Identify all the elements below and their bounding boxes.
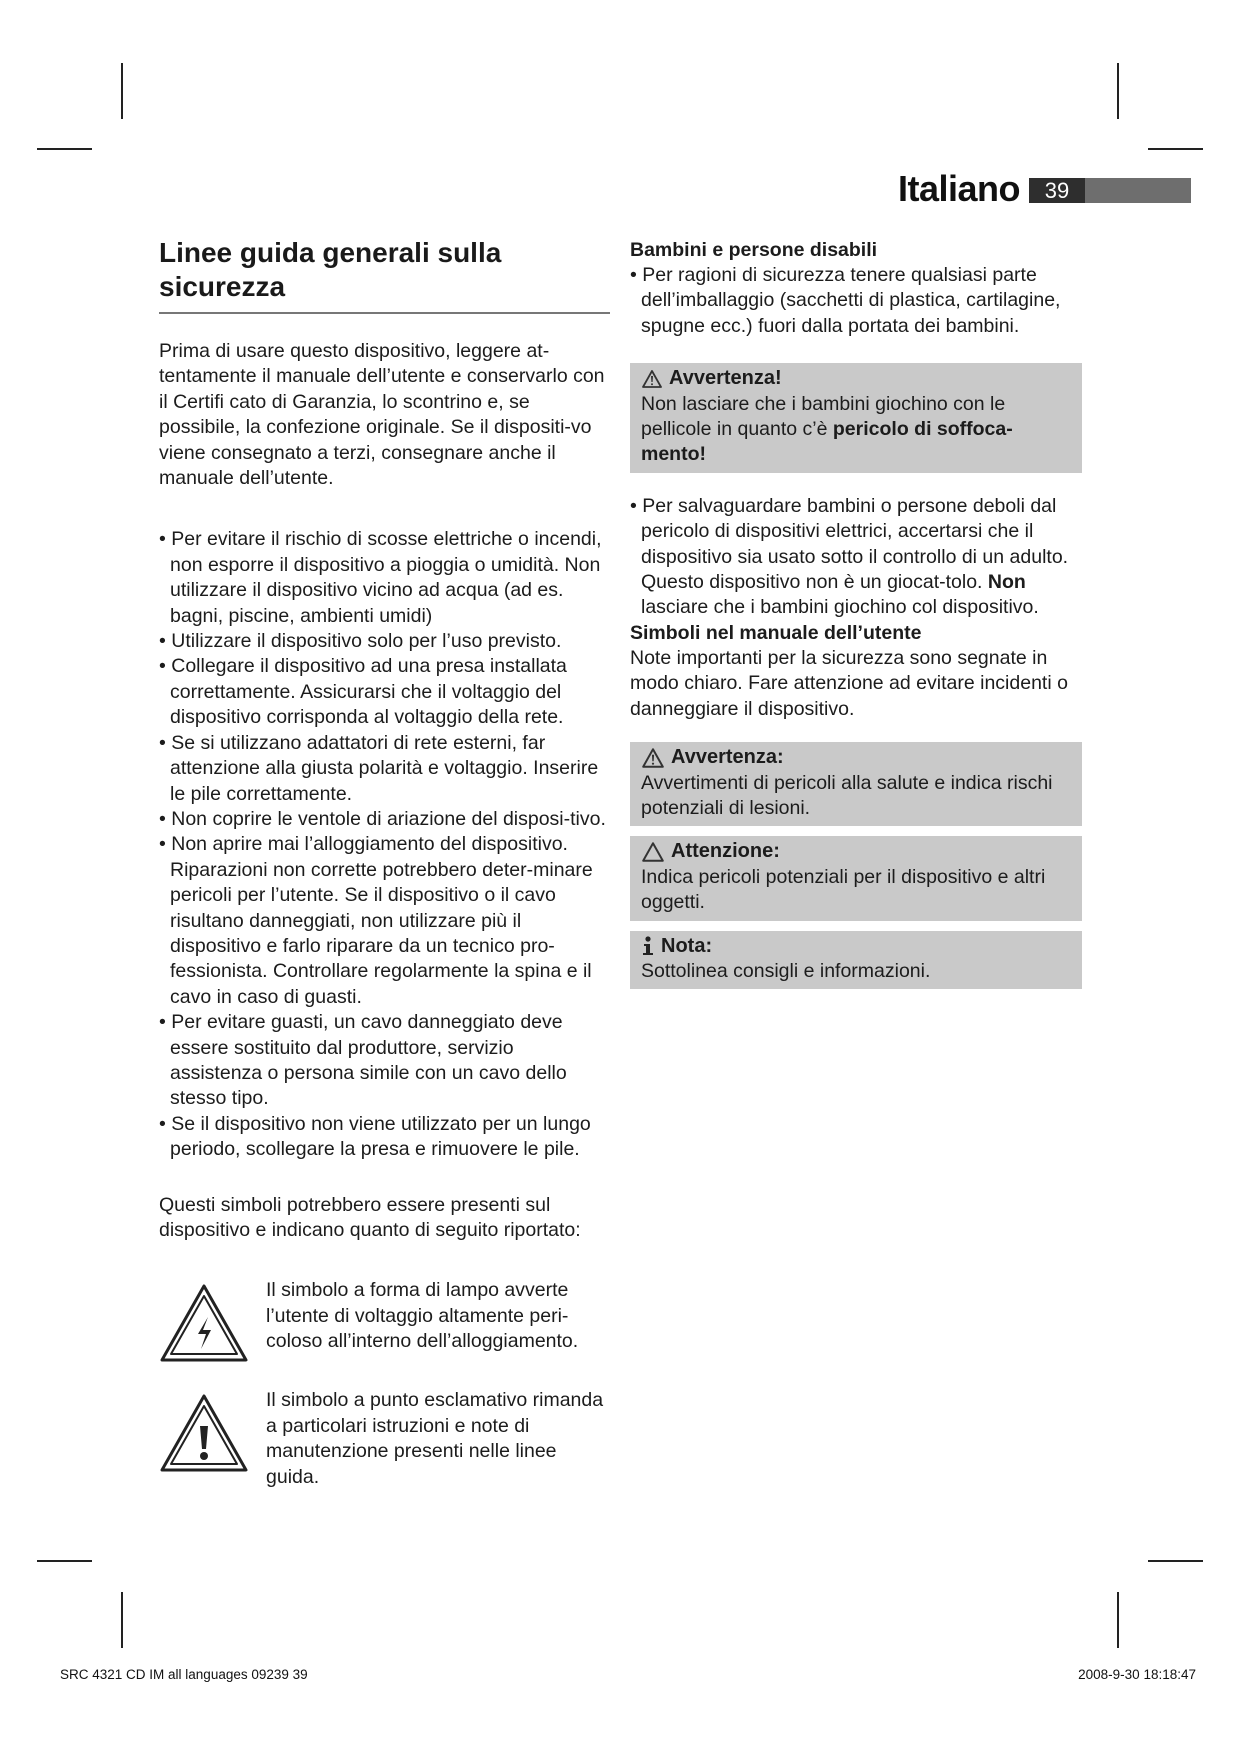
- info-icon: [641, 935, 655, 957]
- exclamation-warning-icon: [159, 1393, 249, 1473]
- crop-mark: [1117, 1592, 1119, 1648]
- protect-text-bold: Non: [987, 571, 1026, 594]
- caution-triangle-icon: [641, 841, 665, 863]
- list-item: • Per ragioni di sicurezza tenere qualsiasi parte dell’imballaggio (sacchetti di plastica, cartilagine, spugne ecc.) fuori dalla portata dei bambini.: [630, 263, 1082, 339]
- language-heading: Italiano: [897, 168, 1020, 209]
- warning-box: [630, 363, 1082, 473]
- crop-mark: [37, 148, 92, 150]
- warning-box-header: [641, 366, 1071, 391]
- left-column: [159, 236, 610, 1490]
- section-title: Linee guida generali sulla sicurezza: [159, 237, 502, 302]
- warning-triangle-icon: [641, 747, 665, 769]
- warning-text: [641, 392, 1071, 468]
- list-item: • Se il dispositivo non viene utilizzato per un lungo periodo, scollegare la presa e rimuovere le pile.: [159, 1112, 610, 1163]
- symbol-description: Il simbolo a forma di lampo avverte l’utente di voltaggio altamente peri-coloso all’interno dell’alloggiamento.: [266, 1279, 579, 1353]
- symbols-intro: Questi simboli potrebbero essere presenti sul dispositivo e indicano quanto di seguito riportato:: [159, 1193, 581, 1241]
- symbol-row-lightning: [159, 1278, 610, 1363]
- note-box: [630, 742, 1082, 826]
- note-box-header: [641, 745, 1071, 770]
- list-item: [630, 494, 1082, 621]
- symbol-description: Il simbolo a punto esclamativo rimanda a particolari istruzioni e note di manutenzione presenti nelle linee guida.: [266, 1389, 604, 1488]
- note-label: Nota:: [661, 934, 713, 957]
- crop-mark: [1117, 63, 1119, 119]
- list-item: • Per evitare il rischio di scosse elettriche o incendi, non esporre il dispositivo a pioggia o umidità. Non utilizzare il dispositivo vicino ad acqua (ad es. bagni, piscine, ambienti umidi): [159, 527, 610, 629]
- note-box: [630, 931, 1082, 990]
- note-box: [630, 836, 1082, 920]
- footer-timestamp: 2008-9-30 18:18:47: [1078, 1667, 1196, 1682]
- children-list: [630, 263, 1082, 339]
- title-rule: [159, 312, 610, 314]
- protect-text-end: lasciare che i bambini giochino col dispositivo.: [641, 596, 1039, 619]
- note-text: Sottolinea consigli e informazioni.: [641, 959, 931, 982]
- note-box-header: [641, 839, 1071, 864]
- list-item: • Utilizzare il dispositivo solo per l’uso previsto.: [159, 629, 610, 654]
- list-item: • Collegare il dispositivo ad una presa installata correttamente. Assicurarsi che il voltaggio del dispositivo corrisponda al voltaggio della rete.: [159, 654, 610, 730]
- crop-mark: [37, 1560, 92, 1562]
- right-column: [630, 238, 1082, 989]
- lightning-warning-icon: [159, 1283, 249, 1363]
- warning-triangle-icon: [641, 369, 663, 389]
- list-item: • Se si utilizzano adattatori di rete esterni, far attenzione alla giusta polarità e voltaggio. Inserire le pile correttamente.: [159, 731, 610, 807]
- symbols-text: Note importanti per la sicurezza sono segnate in modo chiaro. Fare attenzione ad evitare incidenti o danneggiare il dispositivo.: [630, 646, 1068, 720]
- symbols-heading: Simboli nel manuale dell’utente: [630, 621, 922, 644]
- crop-mark: [121, 63, 123, 119]
- crop-mark: [1148, 148, 1203, 150]
- children-heading: Bambini e persone disabili: [630, 239, 878, 261]
- footer-document-id: SRC 4321 CD IM all languages 09239 39: [60, 1667, 308, 1682]
- note-label: Attenzione:: [671, 840, 780, 863]
- protect-text: Per salvaguardare bambini o persone deboli dal pericolo di dispositivi elettrici, accertarsi che il dispositivo sia usato sotto il controllo di un adulto. Questo dispositivo non è un giocat-tolo.: [641, 494, 1069, 594]
- warning-text-main: Non lasciare che i bambini giochino con le pellicole in quanto c’è: [641, 392, 1006, 441]
- warning-label: Avvertenza!: [669, 367, 782, 390]
- list-item: • Non aprire mai l’alloggiamento del dispositivo. Riparazioni non corrette potrebbero deter-minare pericoli per l’utente. Se il dispositivo o il cavo risultano danneggiati, non utilizzare più il dispositivo e farlo riparare da un tecnico pro-fessionista. Controllare regolarmente la spina e il cavo in caso di guasti.: [159, 832, 610, 1010]
- intro-paragraph: Prima di usare questo dispositivo, leggere at-tentamente il manuale dell’utente e conservarlo con il Certifi cato di Garanzia, lo scontrino e, se possibile, la confezione originale. Se il dispositi-vo viene consegnato a terzi, consegnare anche il manuale dell’utente.: [159, 340, 605, 490]
- page-number: 39: [1029, 178, 1085, 203]
- list-item: • Per evitare guasti, un cavo danneggiato deve essere sostituito dal produttore, servizio assistenza o persona simile con un cavo dello stesso tipo.: [159, 1010, 610, 1112]
- crop-mark: [1148, 1560, 1203, 1562]
- protect-list: [630, 494, 1082, 621]
- note-label: Avvertenza:: [671, 746, 784, 769]
- note-box-header: [641, 934, 1071, 959]
- note-text: Avvertimenti di pericoli alla salute e indica rischi potenziali di lesioni.: [641, 771, 1053, 819]
- note-text: Indica pericoli potenziali per il dispositivo e altri oggetti.: [641, 865, 1046, 914]
- warning-text-bold: pericolo di soffoca-mento!: [641, 418, 1013, 466]
- crop-mark: [121, 1592, 123, 1648]
- list-item: • Non coprire le ventole di ariazione del disposi-tivo.: [159, 807, 610, 832]
- safety-list: [159, 527, 610, 1162]
- symbol-row-exclamation: [159, 1388, 610, 1490]
- header-bar: [1085, 178, 1191, 203]
